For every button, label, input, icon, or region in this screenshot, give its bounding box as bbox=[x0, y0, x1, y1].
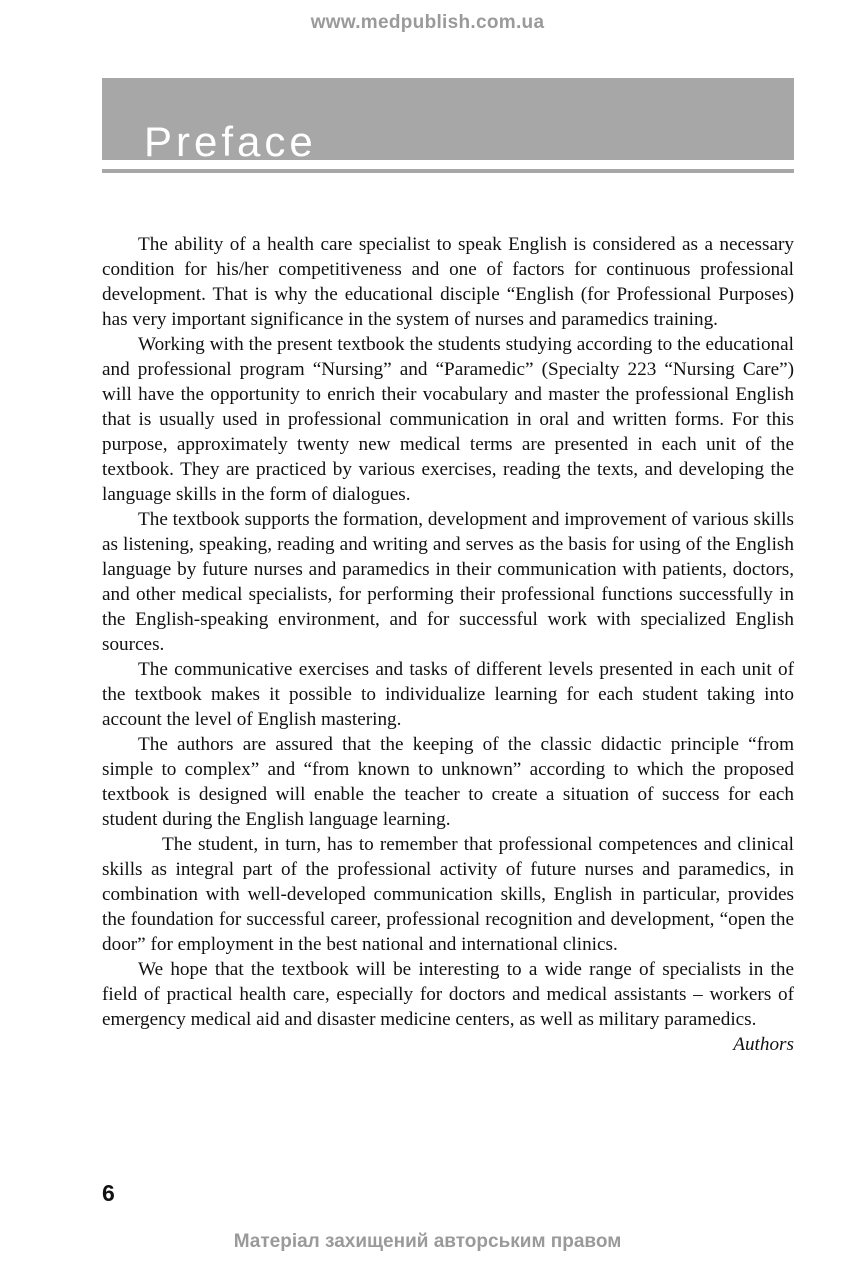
page-number: 6 bbox=[102, 1180, 115, 1206]
paragraph: We hope that the textbook will be interesting to a wide range of specialists in the field of practical health care, especially for doctors and medical assistants – workers of emergency medical aid and disaster medicine centers, as well as military paramedics. bbox=[102, 959, 794, 1030]
preface-body bbox=[102, 232, 794, 1057]
paragraph: The ability of a health care specialist to speak English is considered as a necessary condition for his/her competitiveness and one of factors for continuous professional development. That is why the educational disciple “English (for Professional Purposes) has very important significance in the system of nurses and paramedics training. bbox=[102, 234, 794, 330]
paragraph: The textbook supports the formation, development and improvement of various skills as listening, speaking, reading and writing and serves as the basis for using of the English language by future nurses and paramedics in their communication with patients, doctors, and other medical specialists, for performing their professional functions successfully in the English-speaking environment, and for successful work with specialized English sources. bbox=[102, 509, 794, 655]
page-title: Preface bbox=[144, 118, 317, 165]
authors-signature: Authors bbox=[733, 1034, 794, 1055]
paragraph: Working with the present textbook the students studying according to the educational and professional program “Nursing” and “Paramedic” (Specialty 223 “Nursing Care”) will have the opportunity to enrich their vocabulary and master the professional English that is usually used in professional communication in oral and written forms. For this purpose, approximately twenty new medical terms are presented in each unit of the textbook. They are practiced by various exercises, reading the texts, and developing the language skills in the form of dialogues. bbox=[102, 334, 794, 505]
title-banner bbox=[102, 78, 794, 165]
title-divider bbox=[102, 169, 794, 173]
paragraph: The authors are assured that the keeping of the classic didactic principle “from simple to complex” and “from known to unknown” according to which the proposed textbook is designed will enable the teacher to create a situation of success for each student during the English language learning. bbox=[102, 734, 794, 830]
paragraph: The communicative exercises and tasks of different levels presented in each unit of the textbook makes it possible to individualize learning for each student taking into account the level of English mastering. bbox=[102, 659, 794, 730]
copyright-notice: Матеріал захищений авторським правом bbox=[233, 1231, 622, 1252]
paragraph: The student, in turn, has to remember that professional competences and clinical skills as integral part of the professional activity of future nurses and paramedics, in combination with well-developed communication skills, English in particular, provides the foundation for successful career, professional recognition and development, “open the door” for employment in the best national and international clinics. bbox=[102, 834, 794, 955]
publisher-url: www.medpublish.com.ua bbox=[310, 12, 545, 33]
